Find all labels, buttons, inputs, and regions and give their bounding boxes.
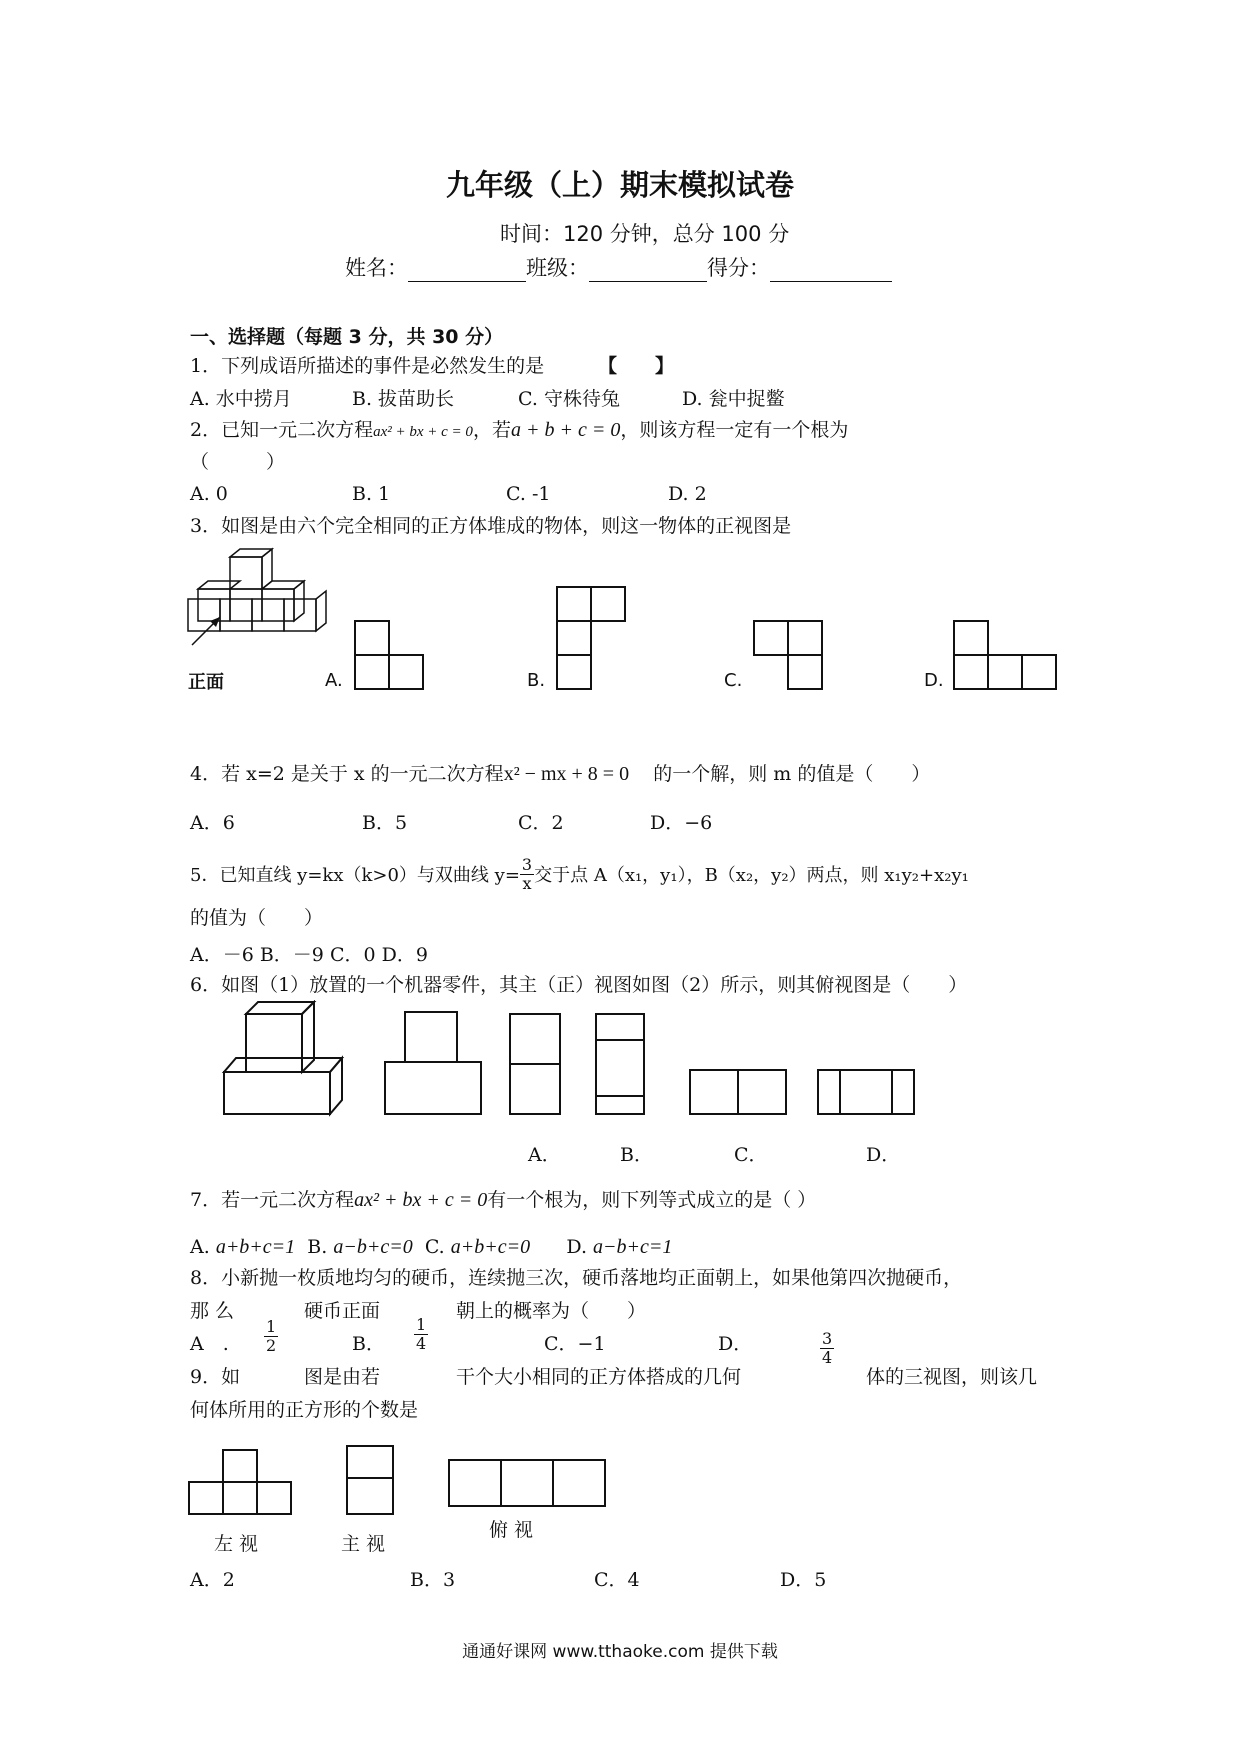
q1-option-d: D. 瓮中捉鳖 — [682, 388, 785, 410]
q8-stem-line1: 8．小新抛一枚质地均匀的硬币，连续抛三次，硬币落地均正面朝上，如果他第四次抛硬币， — [190, 1267, 963, 1289]
q9-top-view-label: 俯 视 — [489, 1519, 534, 1541]
q9-stem-d: 体的三视图，则该几 — [866, 1366, 1038, 1388]
q7-stem-b: 有一个根为，则下列等式成立的是（ ） — [487, 1189, 817, 1211]
q3-option-c-label: C. — [724, 670, 743, 691]
q8-option-a-label: A . — [190, 1333, 229, 1355]
q1-stem: 1．下列成语所描述的事件是必然发生的是 — [190, 355, 545, 377]
q3-option-c-figure — [754, 621, 822, 689]
q1-option-b: B. 拔苗助长 — [352, 388, 455, 410]
q9-main-view-figure — [347, 1446, 393, 1514]
q2-stem-line — [190, 418, 848, 444]
q2-stem-c: ，则该方程一定有一个根为 — [620, 419, 849, 441]
q6-option-b-figure — [596, 1014, 644, 1114]
name-label: 姓名： — [345, 256, 408, 280]
q8-stem-line2-c: 朝上的概率为（ ） — [456, 1300, 647, 1322]
q9-stem-line2: 何体所用的正方形的个数是 — [190, 1399, 419, 1421]
name-blank — [408, 261, 526, 282]
q2-condition: a + b + c = 0 — [510, 419, 621, 441]
footer-text: 通通好课网 www.tthaoke.com 提供下载 — [462, 1642, 778, 1662]
q8-option-d-label: D． — [718, 1333, 753, 1355]
score-label: 得分： — [707, 256, 770, 280]
q8-stem-line2-a: 那 么 — [190, 1300, 235, 1322]
q7-equation: ax² + bx + c = 0 — [354, 1189, 488, 1211]
q5-options: A．－6 B．－9 C．0 D．9 — [190, 944, 428, 966]
q8-option-d-fraction: $\frac{3}{4}$ — [822, 1329, 833, 1367]
q5-stem-c: 的值为（ ） — [190, 907, 324, 929]
class-blank — [589, 261, 707, 282]
q4-option-c: C．2 — [518, 812, 564, 834]
q3-option-d-label: D. — [924, 670, 944, 691]
q9-left-view-label: 左 视 — [214, 1533, 259, 1555]
exam-time-info: 时间：120 分钟，总分 100 分 — [500, 222, 790, 246]
q6-option-a-figure — [510, 1014, 560, 1114]
q6-machine-part-figure — [224, 1002, 342, 1114]
q3-option-a-label: A. — [325, 670, 343, 691]
q8-option-b-fraction: $\frac{1}{4}$ — [416, 1315, 427, 1353]
q2-equation: ax² + bx + c = 0 — [373, 424, 473, 440]
q6-option-c-label: C． — [734, 1144, 768, 1166]
q9-stem-a: 9．如 — [190, 1366, 241, 1388]
q3-solid-figure — [188, 549, 326, 645]
q3-option-b-figure — [557, 587, 625, 689]
q1-option-a: A. 水中捞月 — [190, 388, 292, 410]
q8-option-b-label: B． — [352, 1333, 385, 1355]
q7-option-d-label: D. — [566, 1236, 587, 1258]
q8-stem-line2-b: 硬币正面 — [304, 1300, 381, 1322]
q7-option-a-eq: a+b+c=1 — [215, 1236, 296, 1258]
q5-stem-line — [190, 856, 969, 893]
q3-option-d-figure — [954, 621, 1056, 689]
q6-stem: 6．如图（1）放置的一个机器零件，其主（正）视图如图（2）所示，则其俯视图是（ ） — [190, 974, 968, 996]
q3-option-b-label: B. — [527, 670, 546, 691]
q1-option-c: C. 守株待兔 — [518, 388, 620, 410]
q9-main-view-label: 主 视 — [341, 1533, 386, 1555]
q4-option-b: B．5 — [362, 812, 408, 834]
q6-option-d-figure — [818, 1070, 914, 1114]
q2-stem-a: 2．已知一元二次方程 — [190, 419, 374, 441]
q2-option-c: C. -1 — [506, 483, 551, 505]
q3-front-label: 正面 — [188, 672, 224, 693]
q6-front-view-figure — [385, 1012, 481, 1114]
q4-stem-line — [190, 762, 930, 786]
q9-option-a: A．2 — [190, 1569, 235, 1591]
q2-option-a: A. 0 — [190, 483, 228, 505]
q7-option-a-label: A. — [190, 1236, 210, 1258]
q1-bracket: 【 】 — [598, 355, 675, 377]
q5-stem-b: 交于点 A（x₁，y₁），B（x₂，y₂）两点，则 x₁y₂+x₂y₁ — [534, 865, 969, 886]
q2-option-b: B. 1 — [352, 483, 391, 505]
q7-stem-a: 7．若一元二次方程 — [190, 1189, 355, 1211]
q9-option-b: B．3 — [410, 1569, 456, 1591]
q2-stem-b: ，若 — [472, 419, 511, 441]
class-label: 班级： — [526, 256, 589, 280]
q7-options — [190, 1235, 672, 1259]
q7-stem-line — [190, 1188, 816, 1212]
q8-option-c: C．−1 — [544, 1333, 606, 1355]
q6-option-d-label: D． — [866, 1144, 901, 1166]
section-heading: 一、选择题（每题 3 分，共 30 分） — [190, 326, 504, 348]
q9-figures — [185, 1440, 625, 1520]
q9-option-c: C．4 — [594, 1569, 640, 1591]
q8-option-a-fraction: $\frac{1}{2}$ — [266, 1317, 277, 1355]
q2-option-d: D. 2 — [668, 483, 707, 505]
q7-option-d-eq: a−b+c=1 — [593, 1236, 673, 1258]
q9-top-view-figure — [449, 1460, 605, 1506]
q6-option-a-label: A． — [528, 1144, 561, 1166]
q4-stem-b: 的一个解，则 m 的值是（ ） — [653, 763, 931, 785]
q3-stem: 3．如图是由六个完全相同的正方体堆成的物体，则这一物体的正视图是 — [190, 515, 792, 537]
page-title: 九年级（上）期末模拟试卷 — [445, 168, 794, 202]
q2-bracket: （ ） — [190, 451, 286, 473]
q7-option-c-eq: a+b+c=0 — [450, 1236, 531, 1258]
q6-option-b-label: B． — [620, 1144, 653, 1166]
q4-stem-a: 4．若 x=2 是关于 x 的一元二次方程 — [190, 763, 504, 785]
student-info-line — [345, 252, 892, 282]
q9-left-view-figure — [189, 1450, 291, 1514]
q3-option-a-figure — [355, 621, 423, 689]
q9-option-d: D．5 — [780, 1569, 827, 1591]
q9-stem-c: 干个大小相同的正方体搭成的几何 — [456, 1366, 742, 1388]
q7-option-c-label: C. — [424, 1236, 445, 1258]
q4-option-a: A．6 — [190, 812, 235, 834]
q4-option-d: D．−6 — [650, 812, 713, 834]
q9-stem-b: 图是由若 — [304, 1366, 381, 1388]
q6-option-c-figure — [690, 1070, 786, 1114]
q5-stem-a: 5．已知直线 y=kx（k>0）与双曲线 y= — [190, 865, 520, 886]
q4-equation: x² − mx + 8 = 0 — [503, 763, 630, 785]
q7-option-b-label: B. — [307, 1236, 328, 1258]
score-blank — [770, 261, 892, 282]
q7-option-b-eq: a−b+c=0 — [333, 1236, 413, 1258]
q5-fraction: $\frac{3}{x}$ — [521, 855, 533, 893]
q6-figures — [220, 1000, 940, 1120]
